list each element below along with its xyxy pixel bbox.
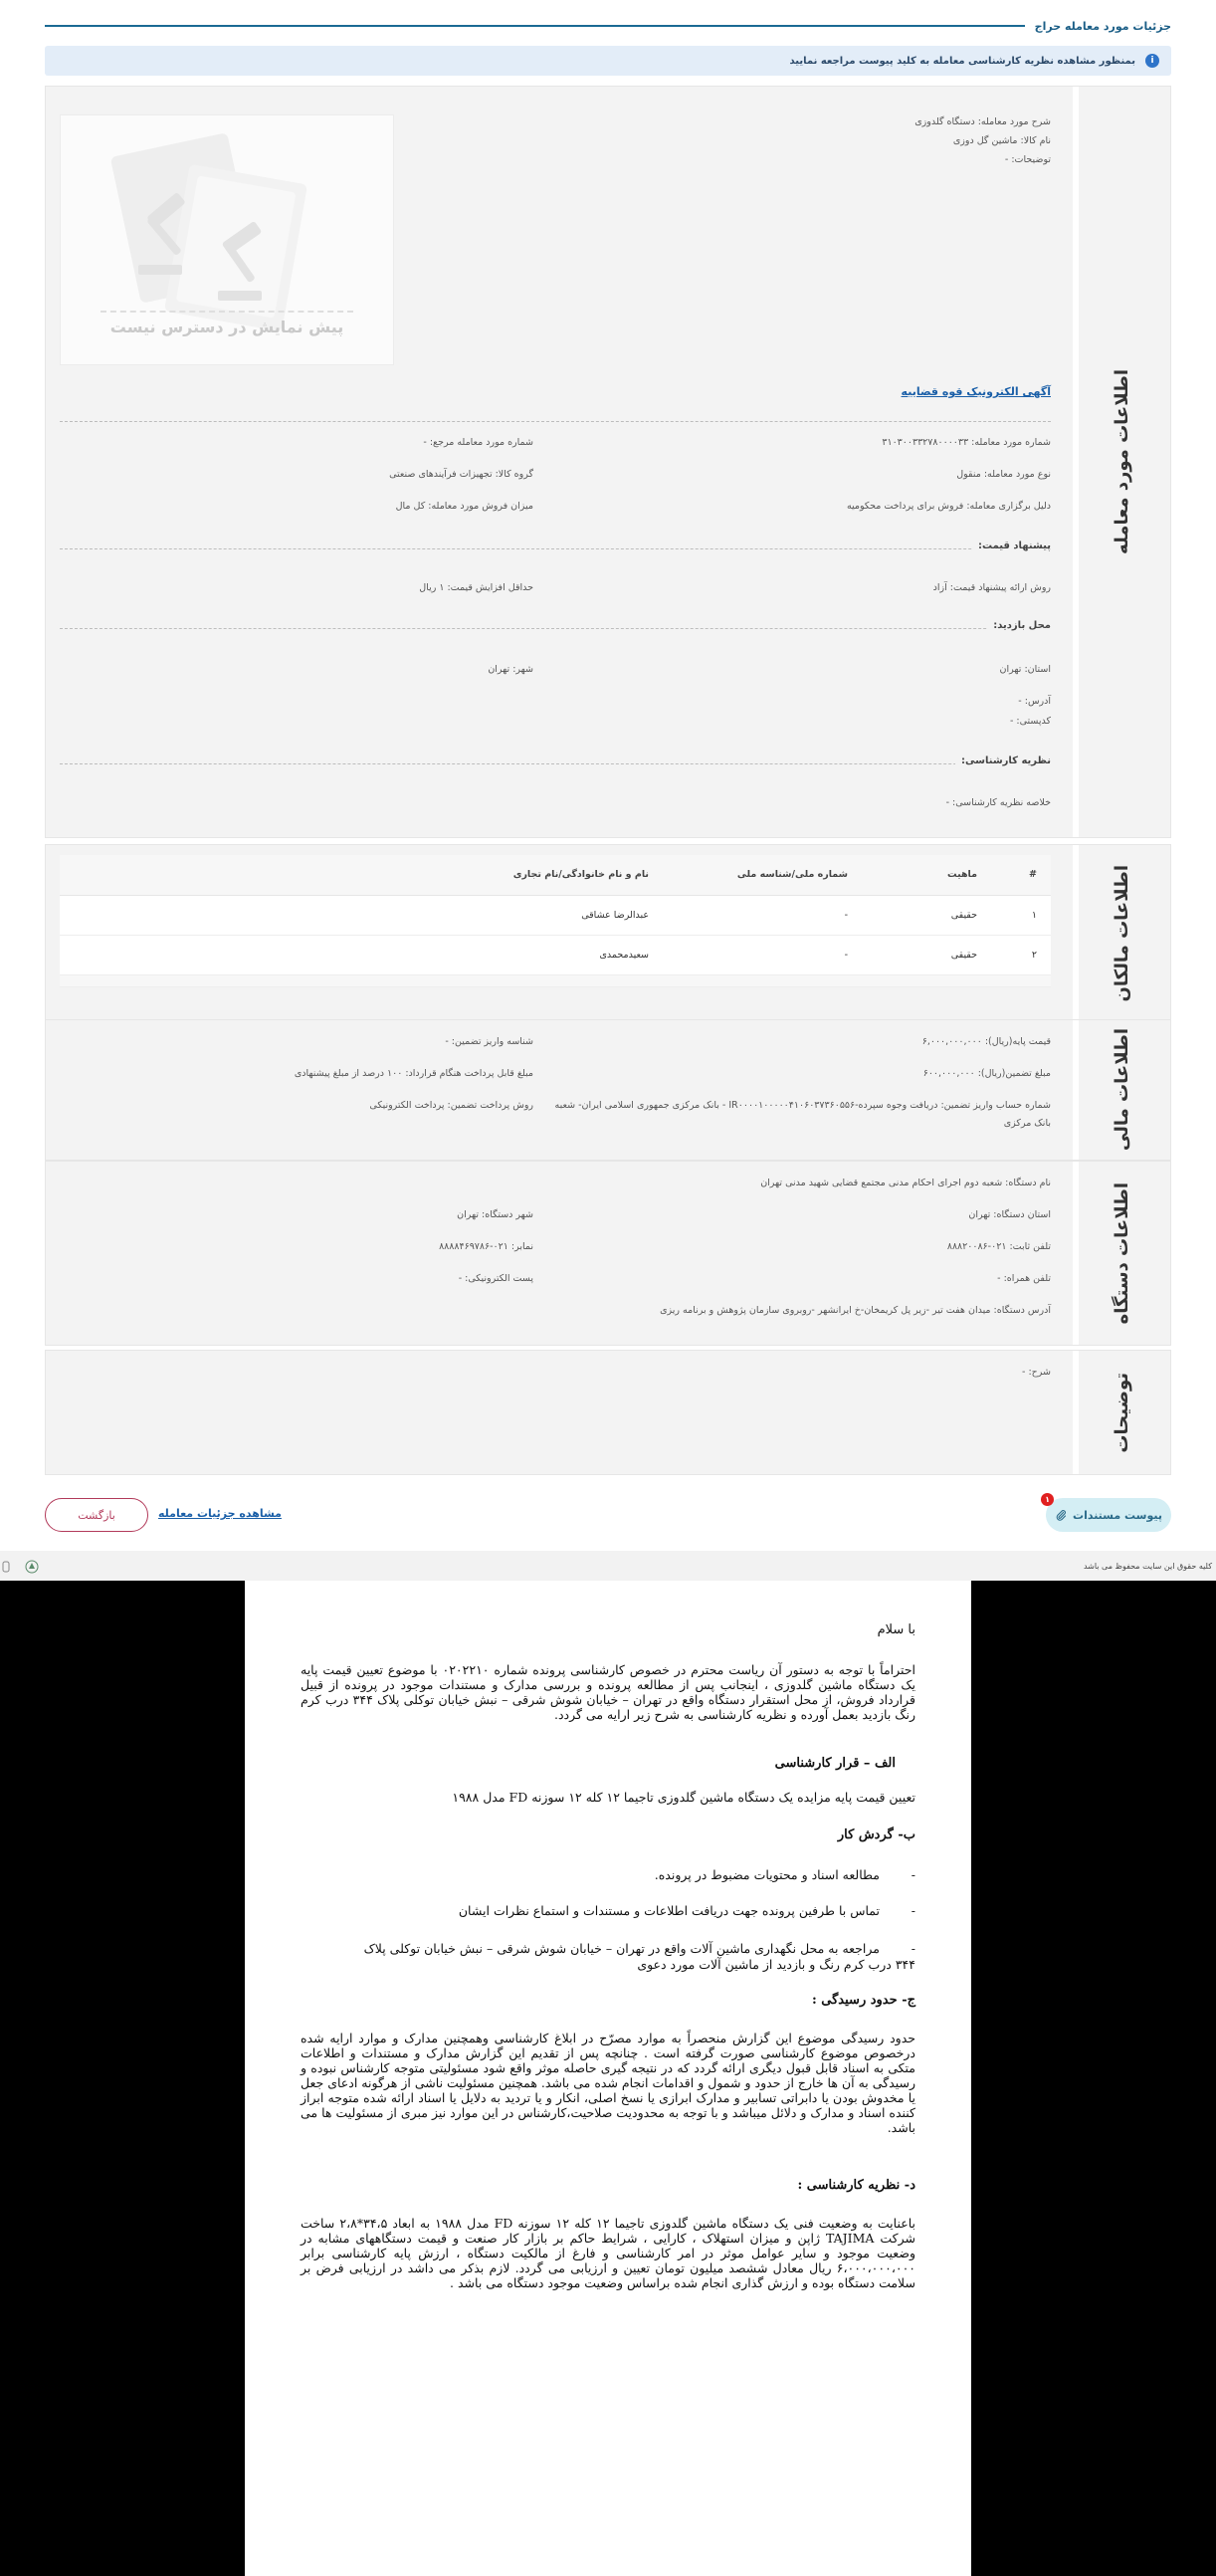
expert-header: نظریه کارشناسی: bbox=[955, 755, 1051, 766]
page-title: جزئیات مورد معامله حراج bbox=[1034, 19, 1171, 33]
report-heading-a: الف – قرار کارشناسی bbox=[774, 1756, 896, 1771]
preview-divider bbox=[101, 311, 353, 313]
item-desc: شرح مورد معامله: دستگاه گلدوزی bbox=[914, 116, 1051, 127]
notes-content bbox=[46, 1351, 1067, 1474]
column-header: نام و نام خانوادگی/نام تجاری bbox=[60, 855, 663, 895]
divider bbox=[60, 763, 1051, 764]
judiciary-logo-icon bbox=[24, 1559, 40, 1575]
table-row bbox=[60, 895, 1051, 935]
notes-desc: شرح: - bbox=[1022, 1367, 1051, 1378]
account-number-bank: بانک مرکزی bbox=[1003, 1118, 1051, 1129]
table-spacer-row bbox=[60, 974, 1051, 986]
finance-content bbox=[46, 1020, 1067, 1160]
contract-payment: مبلغ قابل پرداخت هنگام قرارداد: ۱۰۰ درصد از مبلغ پیشنهادی bbox=[294, 1068, 533, 1079]
divider bbox=[60, 421, 1051, 422]
owners-section bbox=[45, 844, 1171, 1023]
finance-side bbox=[1073, 1020, 1170, 1160]
owners-table bbox=[60, 855, 1051, 987]
visit-header: محل بازدید: bbox=[987, 620, 1051, 631]
item-notes: توضیحات: - bbox=[1004, 154, 1051, 165]
report-heading-d: د- نظریه کارشناسی : bbox=[797, 2178, 915, 2193]
device-mobile: تلفن همراه: - bbox=[997, 1273, 1051, 1284]
report-salutation: با سلام bbox=[877, 1622, 915, 1637]
attachments-badge: ۱ bbox=[1041, 1493, 1054, 1506]
table-header-row bbox=[60, 855, 1051, 895]
base-price: قیمت پایه(ریال): ۶,۰۰۰,۰۰۰,۰۰۰ bbox=[921, 1036, 1051, 1047]
report-item-b3-cont: ۳۴۴ درب کرم رنگ و بازدید از ماشین آلات مورد دعوی bbox=[637, 1957, 915, 1972]
notes-title: توضیحات bbox=[1111, 1372, 1132, 1453]
item-info-title: اطلاعات مورد معامله bbox=[1111, 369, 1132, 554]
expert-summary: خلاصه نظریه کارشناسی: - bbox=[945, 797, 1051, 808]
device-province: استان دستگاه: تهران bbox=[968, 1209, 1051, 1220]
notes-side bbox=[1073, 1351, 1170, 1474]
divider bbox=[60, 548, 1051, 549]
report-item-b2-text: تماس با طرفین پرونده جهت دریافت اطلاعات و مستندات و استماع نظرات ایشان bbox=[458, 1903, 880, 1918]
item-info-section bbox=[45, 86, 1171, 838]
item-info-content bbox=[46, 87, 1067, 837]
column-header: # bbox=[991, 855, 1051, 895]
table-cell: ۲ bbox=[991, 935, 1051, 974]
report-section-a: تعیین قیمت پایه مزایده یک دستگاه ماشین گلدوزی تاجیما ۱۲ کله ۱۲ سوزنه FD مدل ۱۹۸۸ bbox=[452, 1790, 915, 1805]
guarantee-amount: مبلغ تضمین(ریال): ۶۰۰,۰۰۰,۰۰۰ bbox=[922, 1068, 1051, 1079]
owners-title: اطلاعات مالکان bbox=[1111, 865, 1132, 1002]
table-cell: حقیقی bbox=[862, 895, 991, 935]
ad-link[interactable]: آگهی الکترونیک قوه قضاییه bbox=[901, 385, 1051, 398]
device-side bbox=[1073, 1162, 1170, 1345]
header-divider bbox=[45, 25, 1025, 27]
device-name: نام دستگاه: شعبه دوم اجرای احکام مدنی مجتمع قضایی شهید مدنی تهران bbox=[760, 1178, 1051, 1188]
table-cell: ۱ bbox=[991, 895, 1051, 935]
back-button[interactable]: بازگشت bbox=[45, 1498, 148, 1532]
column-header: ماهیت bbox=[862, 855, 991, 895]
expert-report-page bbox=[245, 1581, 971, 2576]
device-content bbox=[46, 1162, 1067, 1345]
preview-caption: پیش نمایش در دسترس نیست bbox=[109, 318, 344, 336]
attachments-button[interactable] bbox=[1045, 1495, 1171, 1532]
finance-title: اطلاعات مالی bbox=[1111, 1028, 1132, 1152]
info-banner bbox=[45, 46, 1171, 76]
visit-postal: کدپستی: - bbox=[1009, 716, 1051, 727]
report-item-b1-text: مطالعه اسناد و محتویات مضبوط در پرونده. bbox=[654, 1867, 880, 1882]
sale-amount: میزان فروش مورد معامله: کل مال bbox=[395, 501, 533, 512]
report-intro: احتراماً با توجه به دستور آن ریاست محترم در خصوص کارشناسی پرونده شماره ۰۲۰۲۲۱۰ با موضوع تعیین قیمت پایه یک دستگاه ماشین گلدوزی ، اینجانب پس از مطالعه پرونده و بررسی مدارک و مستندات موجود در پرونده از قبیل قرارداد فروش، از محل استقرار دستگاه واقع در تهران – خیابان شوش شرقی – نبش خیابان توکلی پلاک ۳۴۴ درب کرم رنگ بازدید بعمل آورده و نظریه کارشناسی به شرح زیر ارایه می گردد. bbox=[301, 1662, 915, 1722]
ref-deal-number: شماره مورد معامله مرجع: - bbox=[423, 437, 533, 448]
goods-group: گروه کالا: تجهیزات فرآیندهای صنعتی bbox=[389, 469, 533, 480]
table-row bbox=[60, 935, 1051, 974]
table-cell: - bbox=[663, 895, 862, 935]
table-cell: سعیدمحمدی bbox=[60, 935, 663, 974]
deal-number: شماره مورد معامله: ۳۱۰۳۰۰۳۳۲۷۸۰۰۰۰۳۳ bbox=[882, 437, 1051, 448]
copyright-text: کلیه حقوق این سایت محفوظ می باشد bbox=[1083, 1562, 1212, 1571]
bid-method: روش ارائه پیشنهاد قیمت: آزاد bbox=[932, 582, 1051, 593]
emblem-icon bbox=[2, 1561, 10, 1573]
view-deal-details-link[interactable]: مشاهده جزئیات معامله bbox=[158, 1507, 282, 1520]
owners-side bbox=[1073, 845, 1170, 1022]
attachments-label: پیوست مستندات bbox=[1073, 1508, 1162, 1522]
owners-content bbox=[46, 845, 1067, 1022]
device-address: آدرس دستگاه: میدان هفت تیر -زیر پل کریمخان-خ ایرانشهر -روبروی سازمان پژوهش و برنامه ریزی bbox=[660, 1305, 1051, 1316]
device-fax: نمابر: ۰۲۱-۸۸۸۸۴۶۹۷۸۶ bbox=[439, 1241, 533, 1252]
device-section bbox=[45, 1161, 1171, 1346]
report-heading-b: ب- گردش کار bbox=[837, 1827, 915, 1842]
visit-province: استان: تهران bbox=[999, 664, 1051, 675]
finance-section bbox=[45, 1019, 1171, 1161]
column-header: شماره ملی/شناسه ملی bbox=[663, 855, 862, 895]
copyright-bar bbox=[0, 1551, 1216, 1581]
table-cell: - bbox=[663, 935, 862, 974]
device-city: شهر دستگاه: تهران bbox=[457, 1209, 533, 1220]
paperclip-icon bbox=[1055, 1509, 1067, 1521]
min-increase: حداقل افزایش قیمت: ۱ ریال bbox=[419, 582, 533, 593]
info-banner-text: بمنظور مشاهده نظریه کارشناسی معامله به کلید پیوست مراجعه نمایید bbox=[789, 55, 1135, 67]
deposit-id: شناسه واریز تضمین: - bbox=[445, 1036, 533, 1047]
report-section-d: باعنایت به وضعیت فنی یک دستگاه ماشین گلدوزی تاجیما ۱۲ کله ۱۲ سوزنه FD مدل ۱۹۸۸ به ابعاد ۳۴،۵*۲،۸ ساخت شرکت TAJIMA ژاپن و میزان استهلاک ، کارایی ، شرایط حاکم بر بازار کار صنعت و قیمت دستگاههای مشابه در وضعیت موجود و سایر عوامل موثر در امر کارشناسی و فارغ از مالکیت دستگاه ، ارزش پایه کارشناسی برابر ۶،۰۰۰،۰۰۰،۰۰۰ ریال معادل ششصد میلیون تومان تعیین و ارزیابی می گردد. لازم بذکر می داشد در ارزیابی فرض بر سلامت دستگاه بوده و ارزش گذاری انجام شده براساس وضعیت موجود دستگاه می باشد . bbox=[301, 2216, 915, 2290]
payment-method: روش پرداخت تضمین: پرداخت الکترونیکی bbox=[369, 1100, 533, 1111]
divider bbox=[60, 628, 1051, 629]
footer-actions bbox=[45, 1495, 1171, 1535]
info-icon: i bbox=[1145, 54, 1159, 68]
expert-report-viewer bbox=[0, 1581, 1216, 2576]
report-heading-c: ج- حدود رسیدگی : bbox=[811, 1993, 915, 2008]
device-email: پست الکترونیکی: - bbox=[458, 1273, 533, 1284]
bid-header: پیشنهاد قیمت: bbox=[972, 540, 1051, 551]
report-item-b1: - مطالعه اسناد و محتویات مضبوط در پرونده. bbox=[654, 1867, 915, 1882]
goods-name: نام کالا: ماشین گل دوزی bbox=[952, 135, 1051, 146]
report-item-b3-text: مراجعه به محل نگهداری ماشین آلات واقع در تهران – خیابان شوش شرقی – نبش خیابان توکلی پلاک bbox=[363, 1941, 880, 1956]
report-section-c: حدود رسیدگی موضوع این گزارش منحصراً به موارد مصرّح در ابلاغ کارشناسی وهمچنین مدارک و موارد ارایه شده درخصوص موضوع کارشناسی صورت گرفته است . چنانچه پس از تقدیم این گزارش مدارک و مستندات و اطلاعات متکی به اسناد قابل قبول دیگری ارائه گردد که در نتیجه گیری حاصله موثر واقع شود مسئولیتی متوجه کارشناس نبوده و رسیدگی به آن ها خارج از حدود و شمول و اقدامات انجام شده می باشد. همچنین مسئولیت ناشی از هرگونه ادعای جعل یا مخدوش بودن یا دابراتی تسابیر و مدارک ابرازی یا نسخ اصلی، انکار و یا تردید به دلایل یا اسناد ارائه شده متوجه ابراز کننده اسناد و مدارک و دلائل میباشد و با توجه به محدودیت صلاحیت،کارشناس در این موارد نیز مبری از مسئولیت ها می باشد. bbox=[301, 2031, 915, 2135]
visit-address: آدرس: - bbox=[1018, 696, 1051, 707]
table-cell: عبدالرضا عشاقی bbox=[60, 895, 663, 935]
device-title: اطلاعات دستگاه bbox=[1111, 1181, 1132, 1325]
page-header bbox=[45, 16, 1171, 36]
device-phone: تلفن ثابت: ۰۲۱-۸۸۸۲۰۰۸۶ bbox=[946, 1241, 1051, 1252]
visit-city: شهر: تهران bbox=[488, 664, 533, 675]
account-number: شماره حساب واریز تضمین: دریافت وجوه سپرده-IR۰۰۰۰۱۰۰۰۰۰۴۱۰۶۰۳۷۳۶۰۵۵۶ - بانک مرکزی جمهوری اسلامی ایران- شعبه bbox=[554, 1100, 1051, 1111]
table-cell: حقیقی bbox=[862, 935, 991, 974]
notes-section bbox=[45, 1350, 1171, 1475]
report-item-b2: - تماس با طرفین پرونده جهت دریافت اطلاعات و مستندات و استماع نظرات ایشان bbox=[458, 1903, 915, 1918]
deal-type: نوع مورد معامله: منقول bbox=[956, 469, 1051, 480]
deal-reason: دلیل برگزاری معامله: فروش برای پرداخت محکومیه bbox=[846, 501, 1051, 512]
report-item-b3: - مراجعه به محل نگهداری ماشین آلات واقع در تهران – خیابان شوش شرقی – نبش خیابان توکلی پلاک bbox=[363, 1941, 915, 1956]
item-info-side bbox=[1073, 87, 1170, 837]
image-preview bbox=[60, 114, 394, 365]
